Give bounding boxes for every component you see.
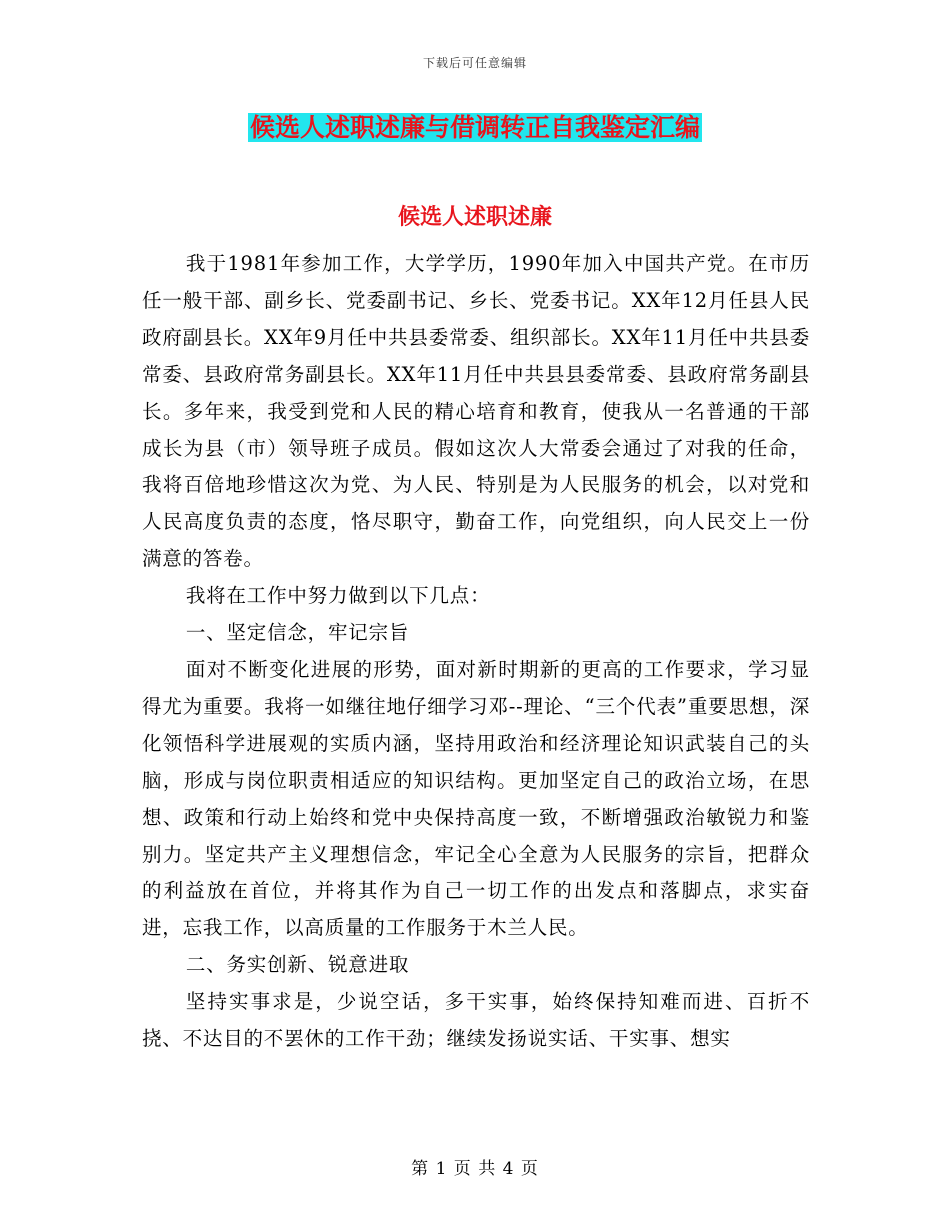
paragraph: 我将在工作中努力做到以下几点：	[185, 584, 491, 608]
paragraph: 面对不断变化进展的形势，面对新时期新的更高的工作要求，学习显得尤为重要。我将一如继往地仔细学习邓--理论、“三个代表”重要思想，深化领悟科学进展观的实质内涵，坚持用政治和经济理论知识武装自己的头脑，形成与岗位职责相适应的知识结构。更加坚定自己的政治立场，在思想、政策和行动上始终和党中央保持高度一致，不断增强政治敏锐力和鉴别力。坚定共产主义理想信念，牢记全心全意为人民服务的宗旨，把群众的利益放在首位，并将其作为自己一切工作的出发点和落脚点，求实奋进，忘我工作，以高质量的工作服务于木兰人民。	[142, 657, 810, 940]
paragraph: 坚持实事求是，少说空话，多干实事，始终保持知难而进、百折不挠、不达目的不罢休的工作干劲；继续发扬说实话、干实事、想实	[142, 990, 810, 1051]
document-body	[142, 246, 810, 1058]
paragraph: 一、坚定信念，牢记宗旨	[185, 621, 410, 645]
document-title	[0, 111, 950, 145]
paragraph: 二、务实创新、锐意进取	[185, 953, 410, 977]
document-title-text: 候选人述职述廉与借调转正自我鉴定汇编	[249, 113, 700, 142]
page-footer: 第 1 页 共 4 页	[411, 1159, 539, 1179]
page-header-note: 下载后可任意编辑	[422, 56, 527, 70]
paragraph: 我于1981年参加工作，大学学历，1990年加入中国共产党。在市历任一般干部、副乡长、党委副书记、乡长、党委书记。XX年12月任县人民政府副县长。XX年9月任中共县委常委、组织部长。XX年11月任中共县委常委、县政府常务副县长。XX年11月任中共县县委常委、县政府常务副县长。多年来，我受到党和人民的精心培育和教育，使我从一名普通的干部成长为县（市）领导班子成员。假如这次人大常委会通过了对我的任命，我将百倍地珍惜这次为党、为人民、特别是为人民服务的机会，以对党和人民高度负责的态度，恪尽职守，勤奋工作，向党组织，向人民交上一份满意的答卷。	[142, 252, 810, 571]
section-title: 候选人述职述廉	[397, 204, 552, 230]
